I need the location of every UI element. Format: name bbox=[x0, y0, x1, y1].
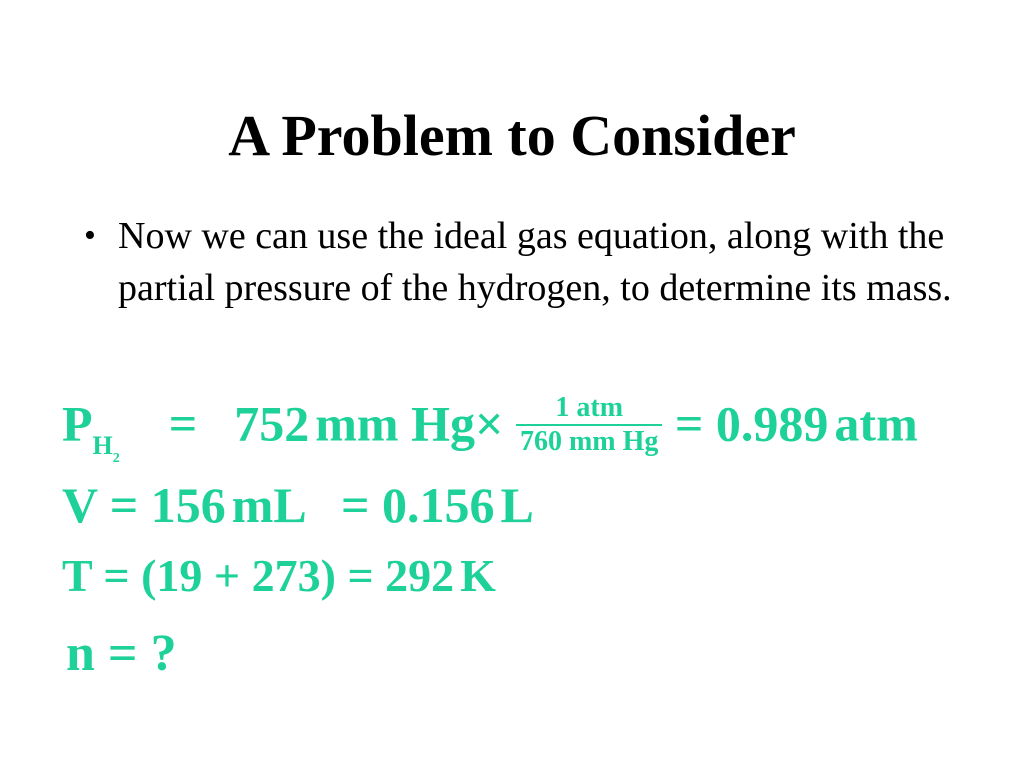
moles-equation bbox=[66, 625, 177, 682]
temperature-equals-1: = bbox=[103, 550, 130, 601]
volume-value: 156 bbox=[150, 477, 226, 533]
fraction-denominator: 760 mm Hg bbox=[519, 426, 659, 457]
temperature-result: 292 bbox=[385, 550, 455, 601]
moles-symbol: n bbox=[66, 625, 95, 682]
temperature-result-unit: K bbox=[460, 550, 496, 601]
slide-title: A Problem to Consider bbox=[228, 103, 796, 168]
times-sign: × bbox=[474, 395, 504, 452]
bullet-dot-icon: • bbox=[84, 217, 96, 254]
volume-equals-1: = bbox=[109, 477, 139, 533]
pressure-subscript-h: H bbox=[92, 431, 113, 461]
volume-unit: mL bbox=[231, 477, 304, 533]
conversion-fraction bbox=[516, 394, 662, 456]
temperature-equation bbox=[62, 550, 496, 601]
moles-value: ? bbox=[150, 625, 177, 682]
temperature-expression: (19 + 273) bbox=[141, 550, 336, 601]
volume-symbol: V bbox=[62, 477, 98, 533]
bullet-text: Now we can use the ideal gas equation, along with the partial pressure of the hydrogen, to determine its mass. bbox=[118, 215, 952, 309]
volume-result-unit: L bbox=[500, 477, 534, 533]
moles-equals: = bbox=[107, 625, 138, 682]
temperature-symbol: T bbox=[62, 550, 92, 601]
pressure-value: 752 bbox=[234, 395, 310, 452]
pressure-result: 0.989 bbox=[715, 395, 829, 452]
bullet-item bbox=[82, 210, 958, 314]
bullet-list bbox=[82, 210, 982, 314]
pressure-subsubscript: 2 bbox=[112, 451, 120, 467]
volume-equation bbox=[62, 477, 534, 533]
pressure-equals-1: = bbox=[168, 395, 198, 452]
pressure-symbol: P bbox=[62, 395, 93, 452]
pressure-equals-2: = bbox=[674, 395, 704, 452]
pressure-equation bbox=[62, 392, 918, 467]
fraction-numerator: 1 atm bbox=[516, 394, 662, 426]
volume-result: 0.156 bbox=[381, 477, 495, 533]
temperature-equals-2: = bbox=[347, 550, 374, 601]
pressure-unit: mm Hg bbox=[315, 395, 475, 452]
pressure-subscript bbox=[92, 431, 120, 467]
volume-equals-2: = bbox=[340, 477, 370, 533]
pressure-result-unit: atm bbox=[834, 395, 918, 452]
